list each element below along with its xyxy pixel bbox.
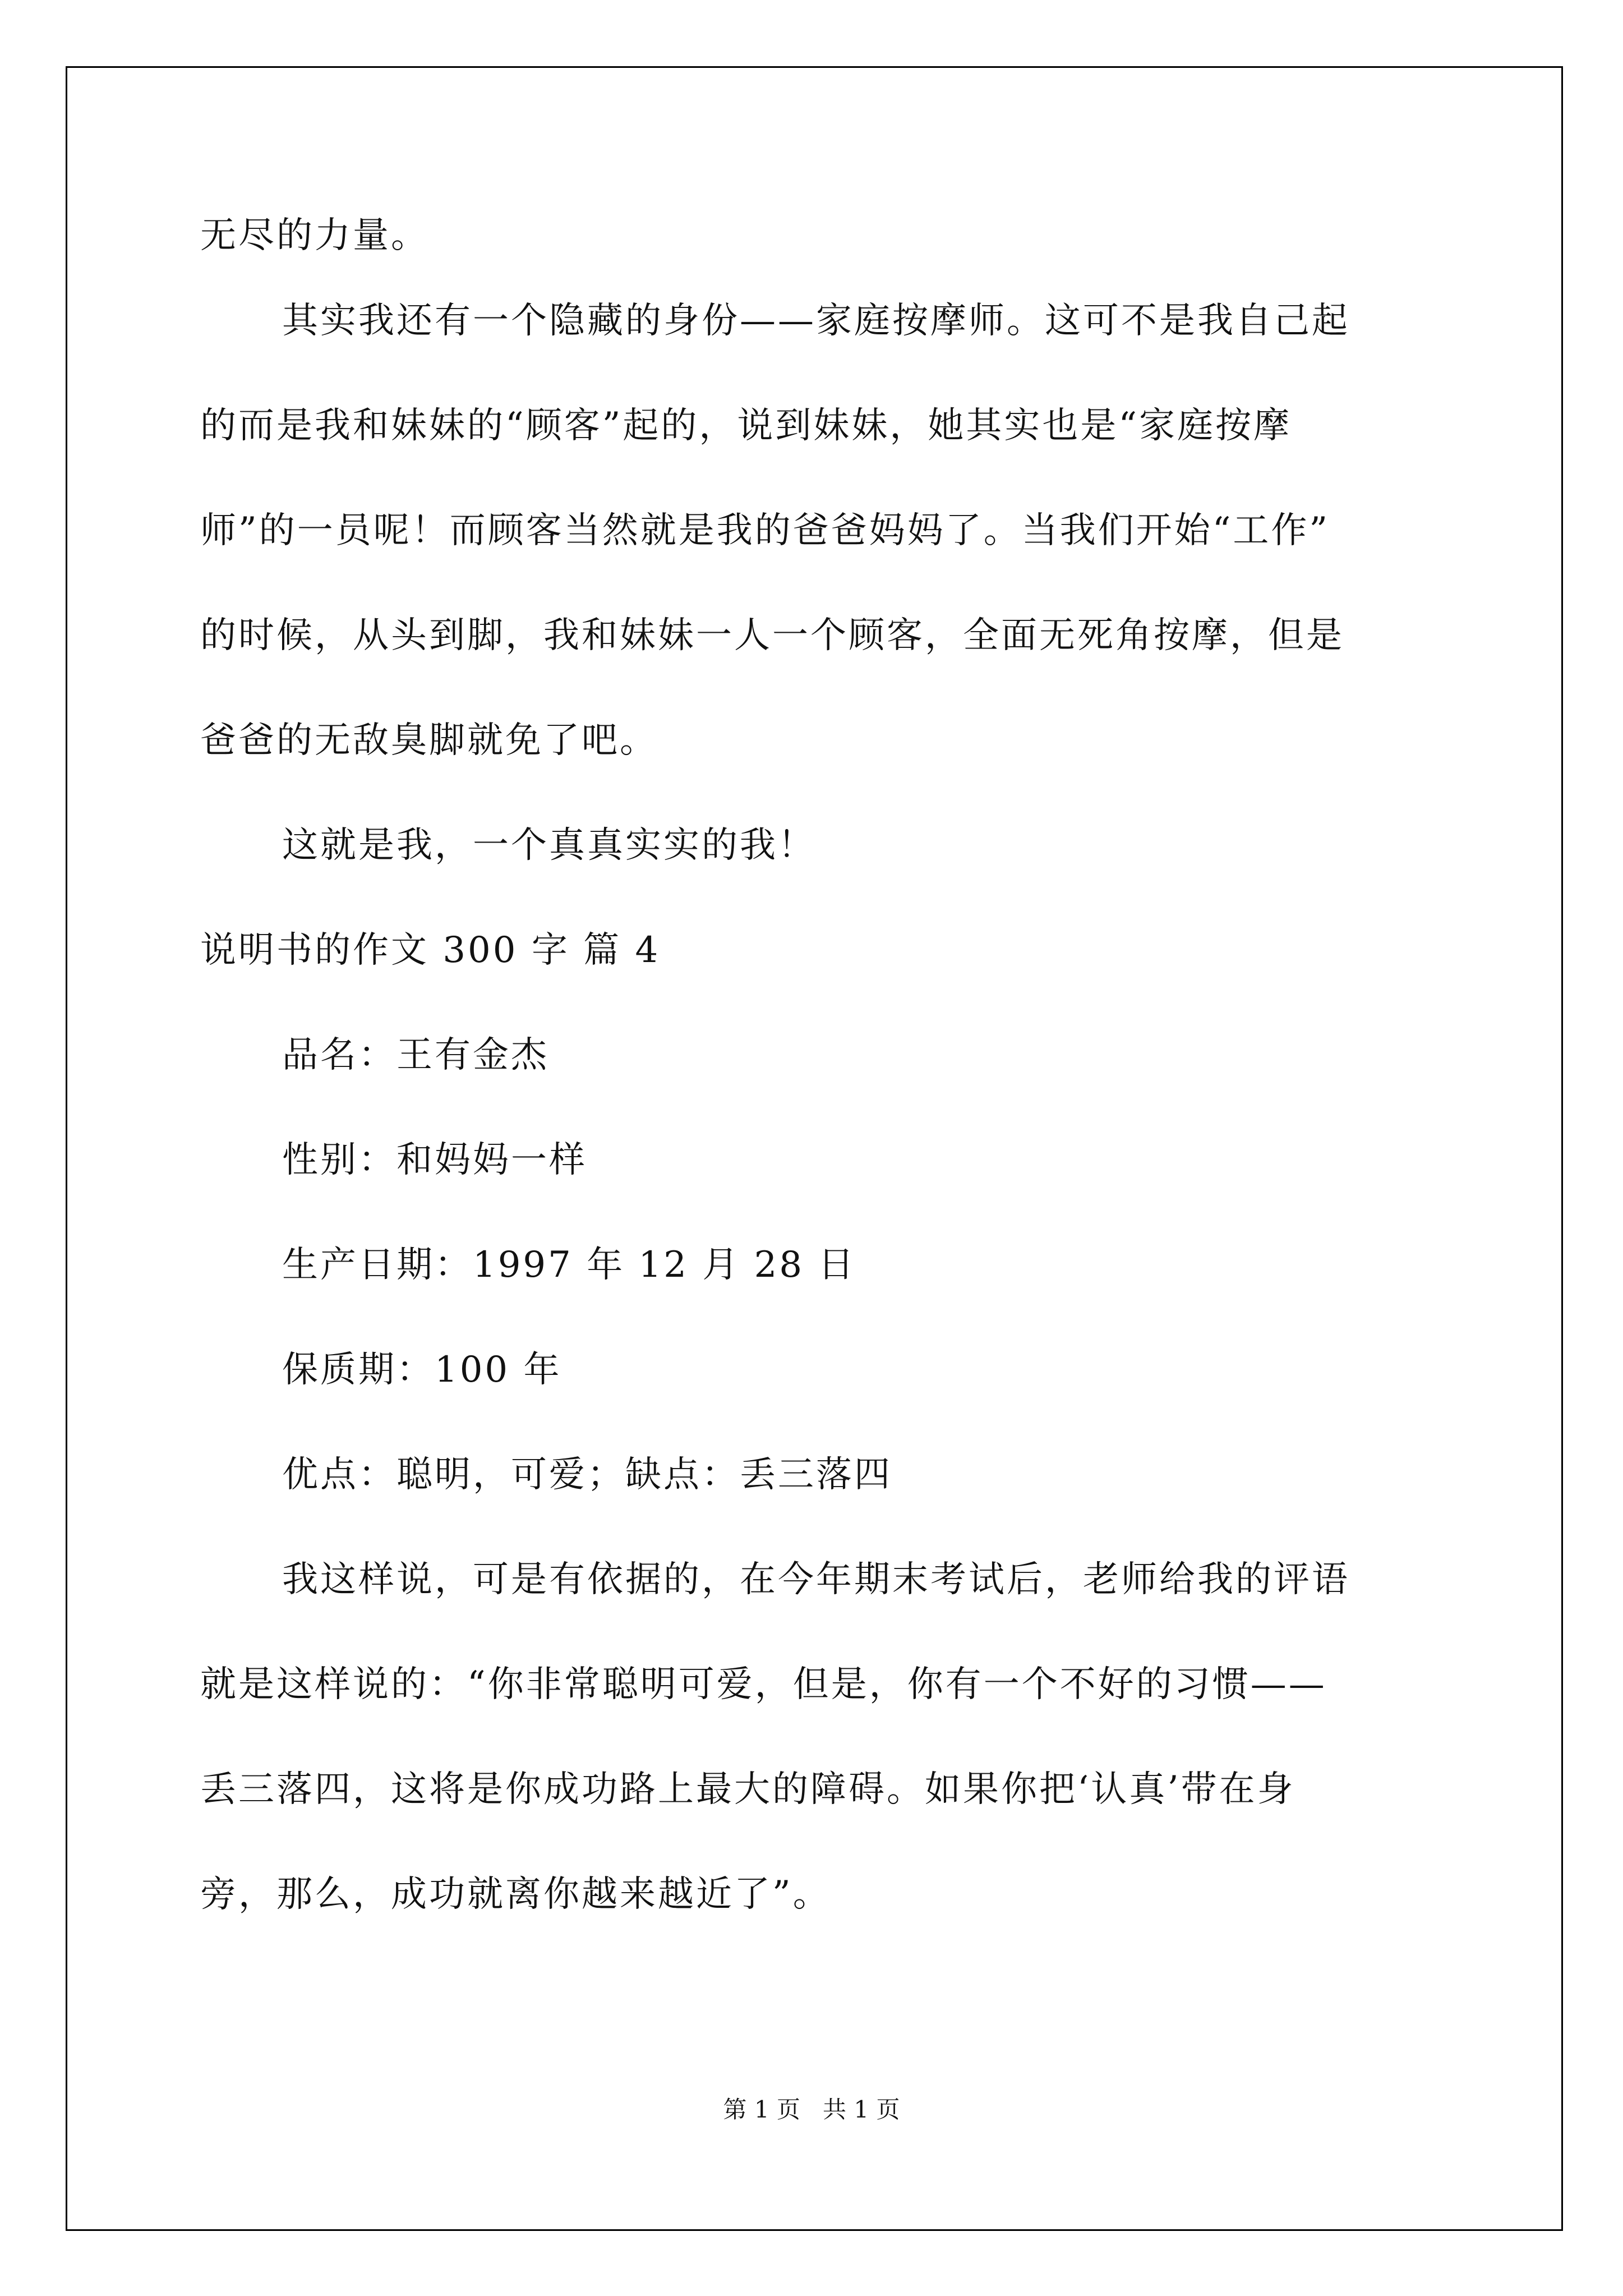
paragraph-line: 师”的一员呢！而顾客当然就是我的爸爸妈妈了。当我们开始“工作” — [200, 510, 1330, 551]
paragraph-line: 我这样说，可是有依据的，在今年期末考试后，老师给我的评语 — [282, 1559, 1350, 1600]
paragraph-line: 品名：王有金杰 — [282, 1034, 549, 1076]
paragraph-line: 优点：聪明，可爱；缺点：丢三落四 — [282, 1454, 892, 1496]
paragraph-line: 的时候，从头到脚，我和妹妹一人一个顾客，全面无死角按摩，但是 — [200, 615, 1344, 656]
paragraph-line: 爸爸的无敌臭脚就免了吧。 — [200, 720, 658, 761]
paragraph-line: 丢三落四，这将是你成功路上最大的障碍。如果你把‘认真’带在身 — [200, 1769, 1295, 1810]
paragraph-line: 无尽的力量。 — [200, 215, 429, 256]
paragraph-line: 旁，那么，成功就离你越来越近了”。 — [200, 1874, 831, 1915]
section-heading: 说明书的作文 300 字 篇 4 — [200, 930, 661, 971]
paragraph-line: 性别：和妈妈一样 — [282, 1139, 587, 1181]
paragraph-line: 保质期：100 年 — [282, 1349, 562, 1391]
page-footer: 第 1 页 共 1 页 — [723, 2096, 900, 2123]
paragraph-line: 的而是我和妹妹的“顾客”起的，说到妹妹，她其实也是“家庭按摩 — [200, 405, 1292, 447]
paragraph-line: 生产日期：1997 年 12 月 28 日 — [282, 1244, 856, 1286]
paragraph-line: 这就是我，一个真真实实的我！ — [282, 825, 816, 866]
paragraph-line: 就是这样说的：“你非常聪明可爱，但是，你有一个不好的习惯—— — [200, 1664, 1327, 1705]
paragraph-line: 其实我还有一个隐藏的身份——家庭按摩师。这可不是我自己起 — [282, 300, 1350, 342]
